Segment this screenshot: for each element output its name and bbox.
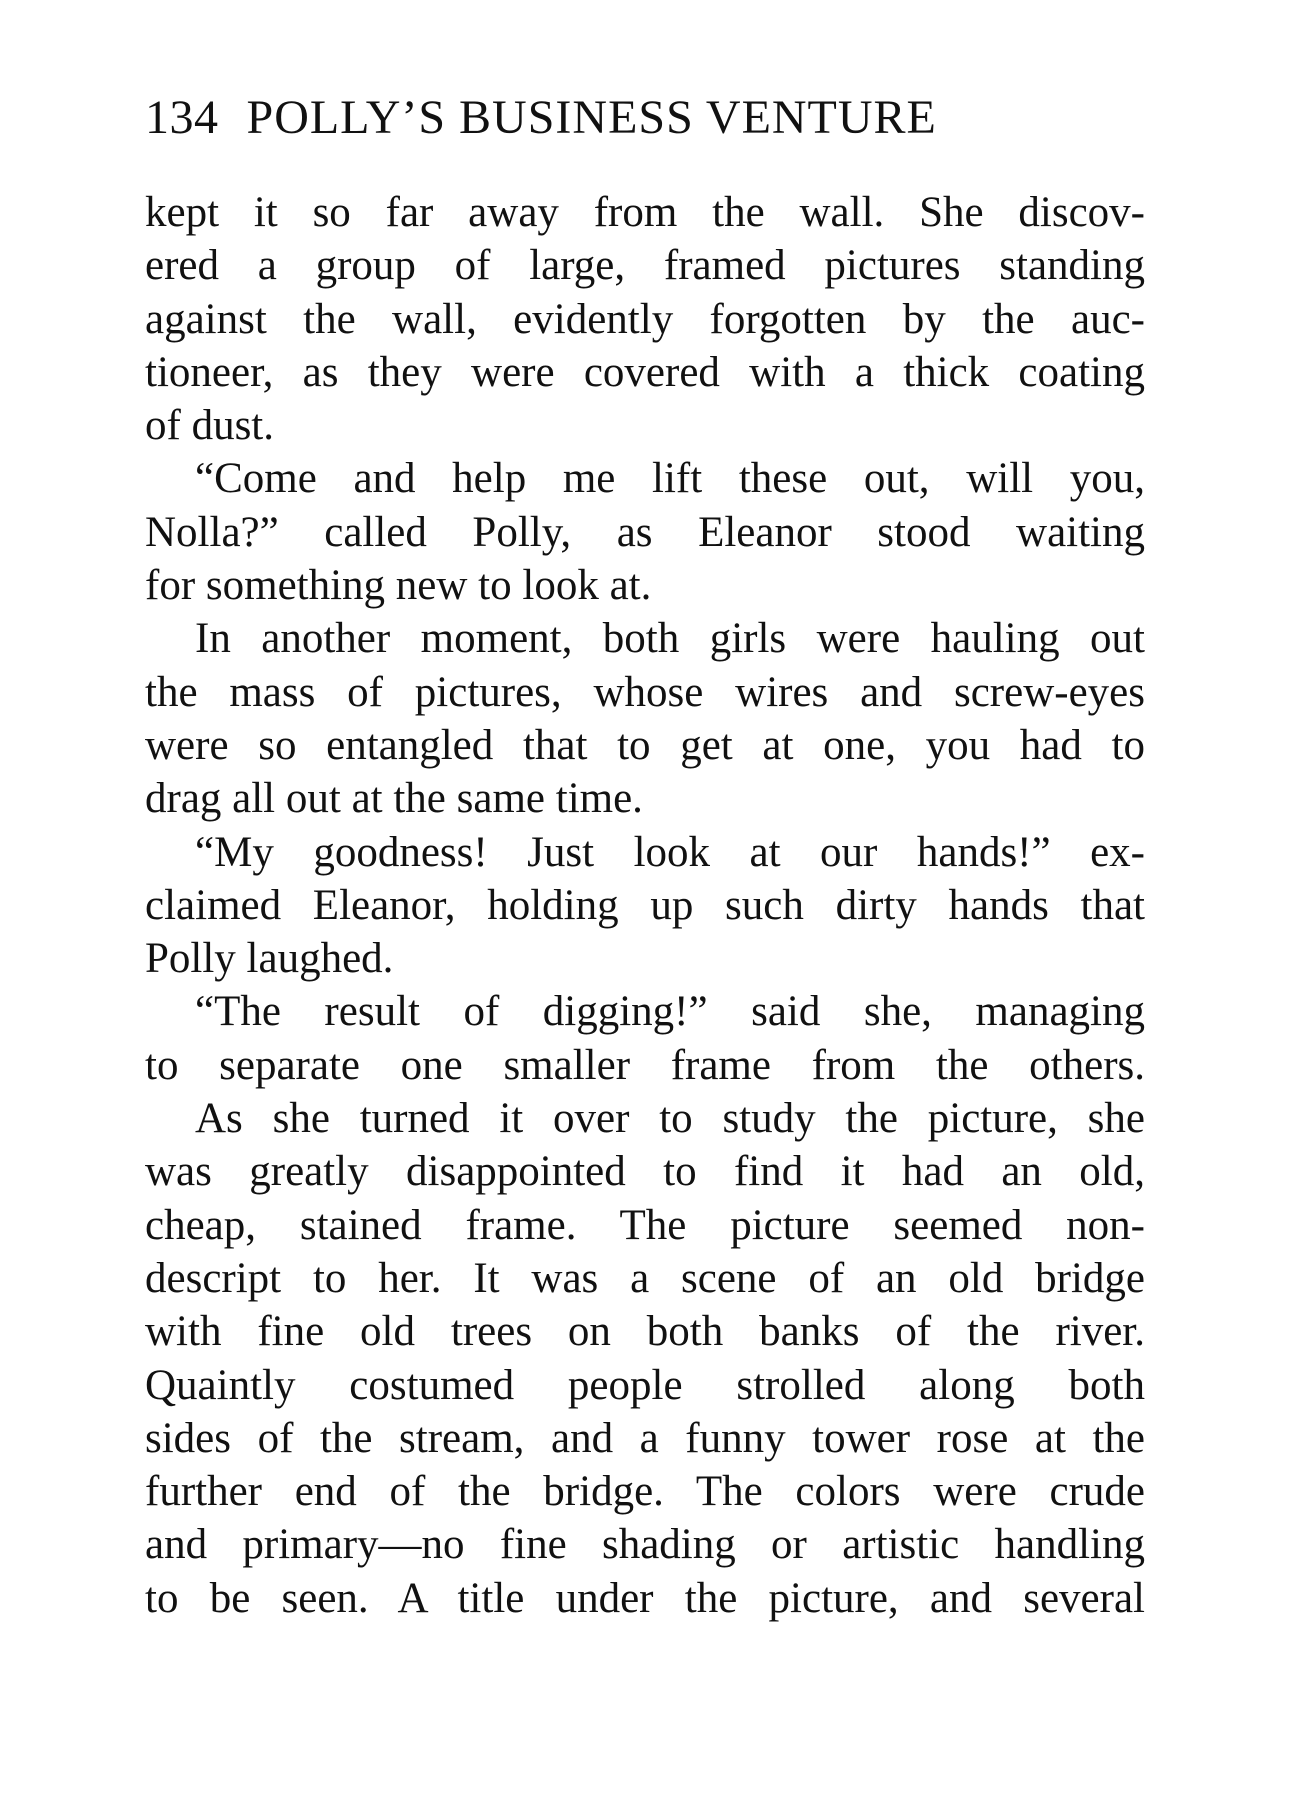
text-line: “The result of digging!” said she, managing [195,988,1145,1036]
text-line: further end of the bridge. The colors were crude [145,1468,1145,1516]
text-line: Polly laughed. [145,935,394,983]
text-line: against the wall, evidently forgotten by the auc- [145,295,1145,343]
text-line: and primary—no fine shading or artistic handling [145,1521,1145,1569]
text-line: tioneer, as they were covered with a thick coating [145,348,1145,396]
text-line: As she turned it over to study the picture, she [195,1095,1145,1143]
book-page [145,90,1145,1625]
text-line: to separate one smaller frame from the others. [145,1041,1145,1089]
text-line: Nolla?” called Polly, as Eleanor stood waiting [145,508,1145,556]
book-title: POLLY’S BUSINESS VENTURE [246,91,937,144]
text-line: were so entangled that to get at one, you had to [145,721,1145,769]
text-line: drag all out at the same time. [145,775,643,823]
text-line: “My goodness! Just look at our hands!” ex- [195,828,1145,876]
text-line: kept it so far away from the wall. She discov- [145,189,1145,236]
running-head [145,90,1145,160]
text-line: Quaintly costumed people strolled along both [145,1361,1145,1409]
text-line: the mass of pictures, whose wires and screw-eyes [145,668,1145,716]
text-line: for something new to look at. [145,562,652,610]
text-line: claimed Eleanor, holding up such dirty hands that [145,881,1145,929]
text-line: “Come and help me lift these out, will you, [195,455,1145,503]
text-line: In another moment, both girls were hauling out [195,615,1145,663]
text-line: was greatly disappointed to find it had an old, [145,1148,1145,1196]
text-line: with fine old trees on both banks of the river. [145,1308,1145,1356]
text-line: of dust. [145,402,274,450]
text-line: ered a group of large, framed pictures standing [145,242,1145,290]
page-number: 134 [145,91,219,144]
text-line: descript to her. It was a scene of an old bridge [145,1254,1145,1302]
text-line: cheap, stained frame. The picture seemed non- [145,1201,1145,1249]
text-line: to be seen. A title under the picture, and several [145,1574,1145,1622]
text-line: sides of the stream, and a funny tower rose at the [145,1414,1145,1462]
body-text [145,186,1145,1625]
